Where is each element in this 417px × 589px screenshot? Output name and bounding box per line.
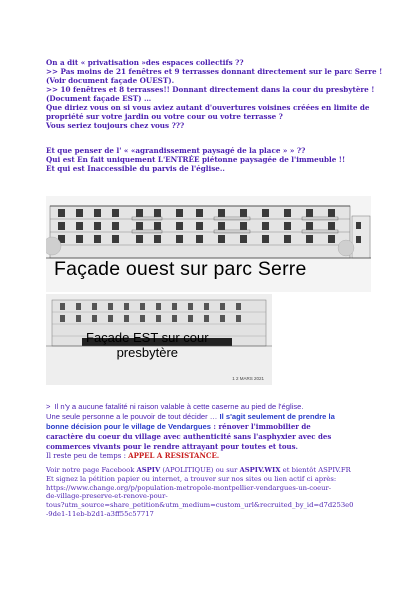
closing-text: Il reste peu de temps :	[46, 452, 129, 460]
arrow-marker: >	[46, 402, 51, 411]
intro-line: On a dit « privatisation »des espaces collectifs ??	[46, 58, 244, 67]
east-facade-caption	[86, 330, 209, 360]
garden-line: Et qui est Inaccessible du parvis de l'église..	[46, 164, 225, 173]
intro-line: (Document façade EST) …	[46, 94, 152, 103]
intro-line: Que diriez vous on si vous aviez autant d'ouvertures voisines créées en limite de	[46, 103, 370, 112]
petition-link[interactable]: de-village-preserve-et-renove-pour-	[46, 492, 168, 501]
intro-line: (Voir document façade OUEST).	[46, 76, 175, 85]
closing-line	[46, 412, 386, 422]
footer-line	[46, 466, 386, 475]
closing-emphasis: bonne décision pour le village de Vendargues	[46, 422, 211, 431]
garden-line: Et que penser de l' « «agrandissement paysagé de la place » » ??	[46, 146, 306, 155]
east-caption-line: Façade EST sur cour	[86, 330, 209, 345]
wix-link[interactable]: ASPIV.WIX	[239, 466, 281, 474]
call-to-action: APPEL A RESISTANCE.	[128, 451, 220, 460]
footer-text: Voir notre page Facebook	[46, 466, 137, 474]
footer-text: et bientôt ASPIV.FR	[280, 466, 351, 474]
intro-paragraph	[46, 58, 383, 130]
closing-block	[46, 402, 386, 462]
closing-text: Il n'y a aucune fatalité ni raison valable à cette caserne au pied de l'église.	[54, 402, 304, 411]
closing-line	[46, 422, 386, 432]
petition-link[interactable]: tous?utm_source=share_petition&utm_medium=custom_url&recruited_by_id=d7d253e0	[46, 501, 354, 510]
west-facade-image	[46, 196, 371, 292]
closing-line: commerces vivants pour le rendre attrayant pour toutes et tous.	[46, 441, 298, 451]
east-caption-line: presbytère	[116, 345, 178, 360]
intro-line: Vous seriez toujours chez vous ???	[46, 121, 185, 130]
petition-link[interactable]: -9de1-11eb-b2d1-a3ff55c57717	[46, 509, 154, 518]
footer-block	[46, 466, 386, 519]
intro-line: propriété sur votre jardin ou votre cour ou votre terrasse ?	[46, 112, 283, 121]
closing-line: caractère du coeur du village avec authenticité sans l'asphyxier avec des	[46, 432, 332, 441]
facebook-link[interactable]: ASPIV	[136, 466, 161, 474]
footer-line: Et signez la pétition papier ou internet, a trouver sur nos sites ou lien actif ci après:	[46, 474, 337, 483]
petition-link[interactable]: https://www.change.org/p/population-metropole-montpellier-vendargues-un-coeur-	[46, 483, 332, 492]
east-facade-image	[46, 294, 272, 385]
closing-text: Une seule personne a le pouvoir de tout décider …	[46, 412, 218, 421]
date-stamp: 1 2 MARS 2021	[232, 376, 264, 381]
intro-line: >> Pas moins de 21 fenêtres et 9 terrasses donnant directement sur le parc Serre !	[46, 67, 383, 76]
closing-text: : rénover l'immobilier de	[211, 422, 311, 431]
closing-emphasis: Il s'agit seulement de prendre la	[219, 412, 335, 421]
closing-line	[46, 402, 386, 412]
garden-paragraph	[46, 146, 376, 173]
garden-line: Qui est En fait uniquement L'ENTRÉE piétonne paysagée de l'immeuble !!	[46, 155, 346, 164]
intro-line: >> 10 fenêtres et 8 terrasses!! Donnant directement dans la cour du presbytère !	[46, 85, 375, 94]
footer-text: (APOLITIQUE) ou sur	[160, 466, 240, 474]
west-facade-caption: Façade ouest sur parc Serre	[54, 258, 307, 280]
closing-line	[46, 451, 386, 462]
